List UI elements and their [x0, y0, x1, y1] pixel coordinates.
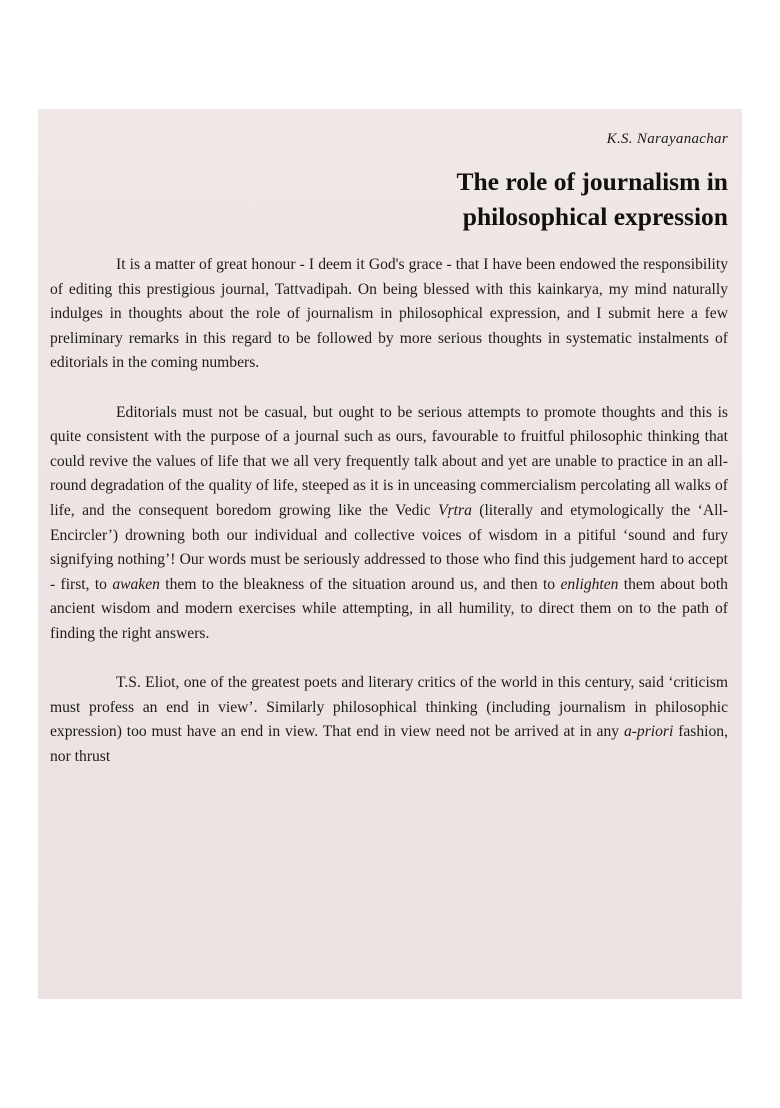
article-title	[50, 164, 728, 234]
text-run: fashion, nor thrust	[50, 723, 728, 765]
italic-term: awaken	[112, 575, 160, 593]
author-name: K.S. Narayanachar	[606, 131, 728, 147]
italic-term: enlighten	[560, 575, 619, 593]
paragraph-1	[50, 253, 728, 376]
text-run: them to the bleakness of the situation around us, and then to	[159, 575, 561, 593]
title-line-2: philosophical expression	[462, 202, 728, 231]
article-body	[50, 253, 728, 769]
text-run: Editorials must not be casual, but ought to be serious attempts to promote thoughts and this is quite consistent with the purpose of a journal such as ours, favourable to fruitful philosophic thinking that could revive the values of life that we all very frequently talk about and yet are unable to practice in an all-round degradation of the quality of life, steeped as it is in unceasing commercialism percolating all walks of life, and the consequent boredom growing like the Vedic	[50, 403, 728, 519]
scanned-page	[38, 109, 742, 999]
italic-term: a-priori	[623, 723, 674, 741]
title-line-1: The role of journalism in	[456, 167, 728, 196]
text-run: (literally and etymologically the ‘All-Encircler’) drowning both our individual and collective voices of wisdom in a pitiful ‘sound and fury signifying nothing’! Our words must be seriously addressed to those who find this judgement hard to accept - first, to	[50, 501, 728, 593]
italic-term: Vṛtra	[438, 501, 472, 519]
paragraph-3	[50, 671, 728, 769]
text-run: T.S. Eliot, one of the greatest poets and literary critics of the world in this century, said ‘criticism must profess an end in view’. Similarly philosophical thinking (including journalism in philosophic expression) too must have an end in view. That end in view need not be arrived at in any	[50, 674, 728, 741]
text-run: them about both ancient wisdom and modern exercises while attempting, in all humility, to direct them on to the path of finding the right answers.	[50, 575, 728, 642]
text-run: It is a matter of great honour - I deem it God's grace - that I have been endowed the responsibility of editing this prestigious journal, Tattvadipah. On being blessed with this kainkarya, my mind naturally indulges in thoughts about the role of journalism in philosophical expression, and I submit here a few preliminary remarks in this regard to be followed by more serious thoughts in systematic instalments of editorials in the coming numbers.	[50, 256, 728, 372]
paragraph-2	[50, 401, 728, 647]
